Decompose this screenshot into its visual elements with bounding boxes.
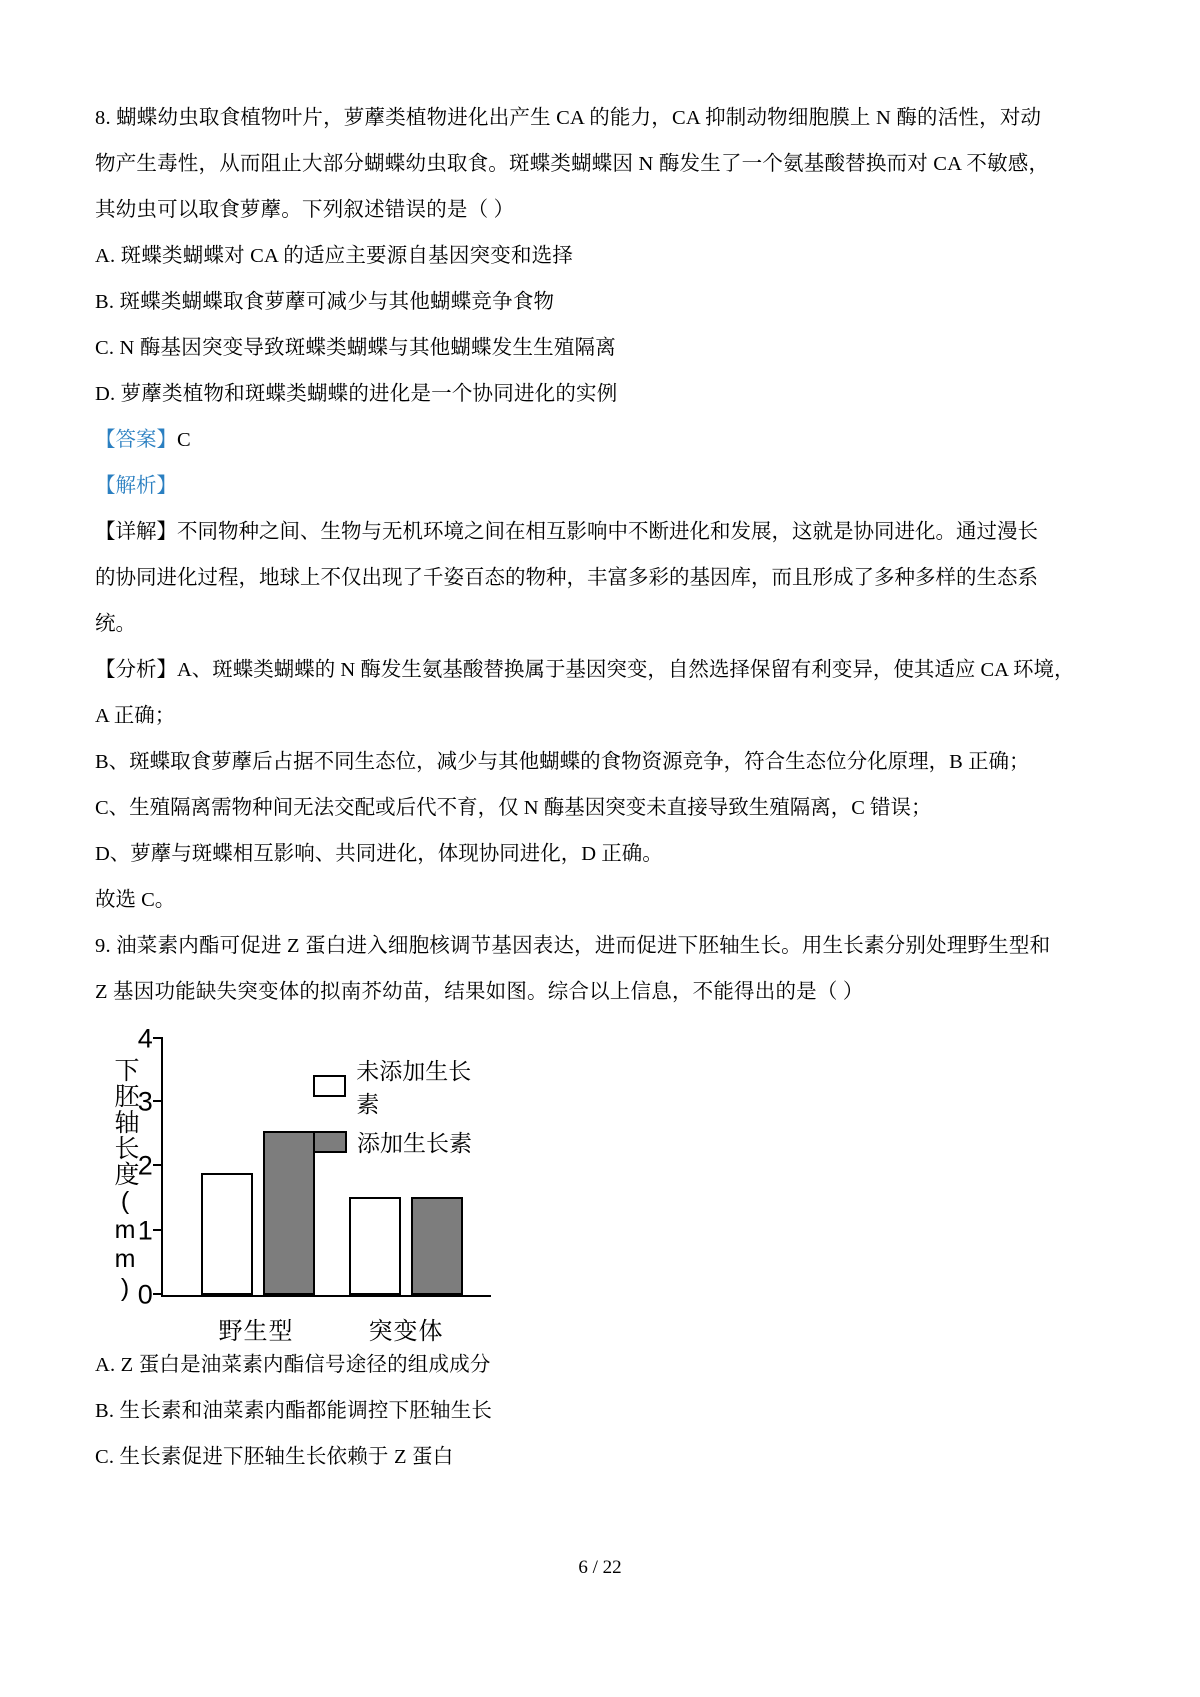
q9-option-a: A. Z 蛋白是油菜素内酯信号途径的组成成分 bbox=[95, 1354, 491, 1376]
legend-item-auxin bbox=[313, 1125, 491, 1158]
bar-mutant-no-auxin bbox=[349, 1197, 401, 1295]
q8-point-d: D、萝藦与斑蝶相互影响、共同进化，体现协同进化，D 正确。 bbox=[95, 843, 663, 865]
q8-analysis-row bbox=[95, 463, 1100, 509]
bar-mutant-auxin bbox=[411, 1197, 463, 1295]
q9-stem-line-2: Z 基因功能缺失突变体的拟南芥幼苗，结果如图。综合以上信息，不能得出的是（ ） bbox=[95, 981, 864, 1003]
legend-swatch-filled-icon bbox=[313, 1131, 347, 1153]
y-tick-label-1: 1 bbox=[137, 1215, 153, 1245]
question-9-block bbox=[95, 923, 1100, 1480]
q9-option-b: B. 生长素和油菜素内酯都能调控下胚轴生长 bbox=[95, 1400, 493, 1422]
q8-stem-line-3: 其幼虫可以取食萝藦。下列叙述错误的是（ ） bbox=[95, 199, 515, 221]
legend-swatch-open-icon bbox=[313, 1075, 346, 1097]
question-8-block bbox=[95, 95, 1100, 923]
q8-option-c: C. N 酶基因突变导致斑蝶类蝴蝶与其他蝴蝶发生生殖隔离 bbox=[95, 337, 616, 359]
q8-detail-line-3: 统。 bbox=[95, 613, 136, 635]
q8-answer-row bbox=[95, 417, 1100, 463]
answer-label: 【答案】 bbox=[95, 429, 177, 451]
chart-y-axis-label: 下胚轴长度(mm) bbox=[111, 1056, 139, 1303]
y-tick-3 bbox=[137, 1086, 163, 1116]
q8-option-d: D. 萝藦类植物和斑蝶类蝴蝶的进化是一个协同进化的实例 bbox=[95, 383, 618, 405]
bar-wildtype-auxin bbox=[263, 1131, 315, 1296]
q8-point-b: B、斑蝶取食萝藦后占据不同生态位，减少与其他蝴蝶的食物资源竞争，符合生态位分化原理，B 正确； bbox=[95, 751, 1030, 773]
answer-value: C bbox=[177, 429, 191, 451]
q8-conclusion: 故选 C。 bbox=[95, 889, 176, 911]
x-tick-label-mutant: 突变体 bbox=[368, 1318, 444, 1345]
x-tick-label-wildtype: 野生型 bbox=[218, 1318, 294, 1345]
y-tick-1 bbox=[137, 1215, 163, 1245]
q8-option-a: A. 斑蝶类蝴蝶对 CA 的适应主要源自基因突变和选择 bbox=[95, 245, 574, 267]
q8-point-c: C、生殖隔离需物种间无法交配或后代不育，仅 N 酶基因突变未直接导致生殖隔离，C 错误； bbox=[95, 797, 932, 819]
y-tick-label-2: 2 bbox=[137, 1150, 153, 1181]
page-footer: 6 / 22 bbox=[578, 1557, 622, 1578]
hypocotyl-length-bar-chart bbox=[105, 1023, 525, 1345]
y-tick-label-3: 3 bbox=[137, 1086, 153, 1116]
legend-label-no-auxin: 未添加生长素 bbox=[356, 1058, 472, 1117]
y-tick-label-4: 4 bbox=[137, 1023, 153, 1054]
chart-legend bbox=[313, 1053, 491, 1164]
q8-detail-line-2: 的协同进化过程，地球上不仅出现了千姿百态的物种，丰富多彩的基因库，而且形成了多种多样的生态系 bbox=[95, 567, 1038, 589]
q9-option-c: C. 生长素促进下胚轴生长依赖于 Z 蛋白 bbox=[95, 1446, 454, 1468]
q8-detail-line-1: 【详解】不同物种之间、生物与无机环境之间在相互影响中不断进化和发展，这就是协同进化。通过漫长 bbox=[95, 521, 1038, 543]
y-tick-label-0: 0 bbox=[137, 1279, 153, 1310]
y-tick-4 bbox=[137, 1023, 163, 1054]
legend-item-no-auxin bbox=[313, 1053, 491, 1119]
q8-option-b: B. 斑蝶类蝴蝶取食萝藦可减少与其他蝴蝶竞争食物 bbox=[95, 291, 555, 313]
q9-stem-line-1: 9. 油菜素内酯可促进 Z 蛋白进入细胞核调节基因表达，进而促进下胚轴生长。用生长素分别处理野生型和 bbox=[95, 935, 1051, 957]
y-tick-2 bbox=[137, 1150, 163, 1181]
q8-point-a-line-2: A 正确； bbox=[95, 705, 176, 727]
analysis-label: 【解析】 bbox=[95, 475, 177, 497]
q8-stem-line-1: 8. 蝴蝶幼虫取食植物叶片，萝藦类植物进化出产生 CA 的能力，CA 抑制动物细胞膜上 N 酶的活性，对动 bbox=[95, 107, 1042, 129]
q8-stem-line-2: 物产生毒性，从而阻止大部分蝴蝶幼虫取食。斑蝶类蝴蝶因 N 酶发生了一个氨基酸替换而对 CA 不敏感， bbox=[95, 153, 1050, 175]
bar-wildtype-no-auxin bbox=[201, 1173, 253, 1296]
q8-point-a-line-1: 【分析】A、斑蝶类蝴蝶的 N 酶发生氨基酸替换属于基因突变，自然选择保留有利变异，使其适应 CA 环境， bbox=[95, 659, 1075, 681]
y-tick-0 bbox=[137, 1279, 163, 1310]
legend-label-auxin: 添加生长素 bbox=[357, 1130, 472, 1156]
chart-plot-area bbox=[137, 1023, 491, 1345]
